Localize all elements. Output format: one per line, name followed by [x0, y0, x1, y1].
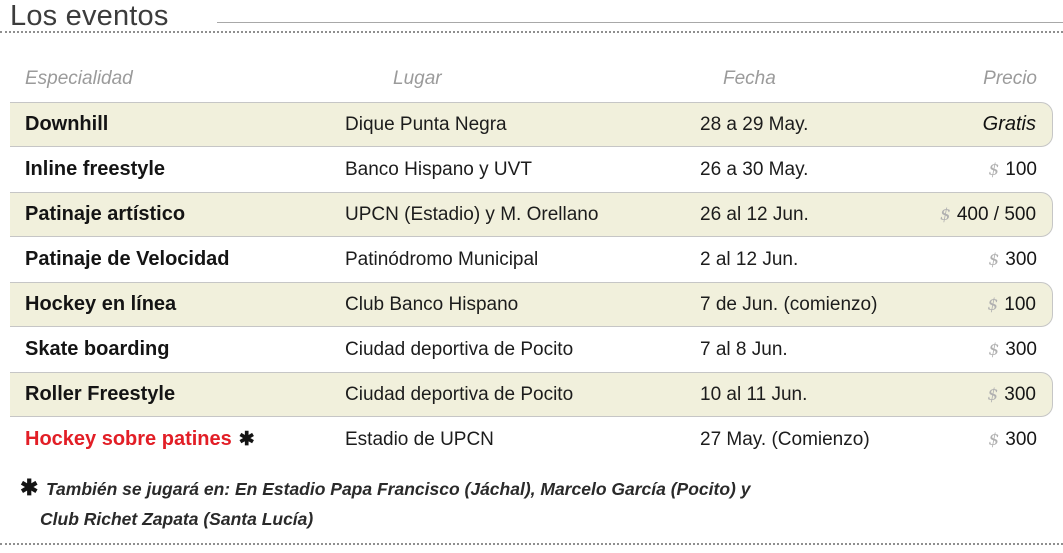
event-name: Skate boarding	[25, 338, 170, 360]
price-amount: 400 / 500	[956, 203, 1037, 225]
table-header-row	[10, 62, 1053, 96]
cell-precio	[940, 204, 1052, 226]
top-dotted-divider	[0, 31, 1063, 33]
cell-fecha: 7 de Jun. (comienzo)	[700, 293, 878, 315]
cell-fecha: 7 al 8 Jun.	[700, 338, 788, 360]
currency-symbol: $	[988, 249, 1000, 270]
cell-especialidad	[10, 383, 345, 406]
table-row	[10, 372, 1053, 417]
column-header-precio: Precio	[983, 68, 1037, 89]
bottom-dotted-divider	[0, 543, 1063, 545]
price-amount: 300	[1005, 428, 1037, 450]
currency-symbol: $	[988, 429, 1000, 450]
table-row	[10, 147, 1053, 192]
price-amount: 300	[1005, 338, 1037, 360]
currency-symbol: $	[988, 339, 1000, 360]
currency-symbol: $	[987, 294, 999, 315]
cell-precio	[940, 339, 1053, 361]
event-name: Patinaje artístico	[25, 203, 186, 225]
cell-lugar: Ciudad deportiva de Pocito	[345, 338, 574, 360]
cell-precio	[940, 249, 1053, 271]
event-name: Patinaje de Velocidad	[25, 248, 230, 270]
table-row	[10, 327, 1053, 372]
events-table	[10, 102, 1053, 462]
cell-especialidad	[10, 158, 345, 181]
cell-fecha: 26 al 12 Jun.	[700, 203, 809, 225]
event-name: Downhill	[25, 113, 109, 135]
footnote-text-line-2: Club Richet Zapata (Santa Lucía)	[40, 509, 314, 529]
cell-especialidad	[10, 248, 345, 271]
column-header-lugar: Lugar	[393, 68, 442, 89]
asterisk-marker-icon: ✱	[238, 429, 255, 450]
cell-especialidad	[10, 338, 345, 361]
cell-especialidad	[10, 428, 345, 451]
cell-lugar: Ciudad deportiva de Pocito	[345, 383, 574, 405]
price-amount: Gratis	[982, 113, 1036, 135]
cell-precio	[940, 384, 1052, 406]
table-row	[10, 282, 1053, 327]
cell-lugar: Club Banco Hispano	[345, 293, 519, 315]
cell-lugar: Dique Punta Negra	[345, 113, 507, 135]
price-amount: 300	[1005, 248, 1037, 270]
cell-fecha: 2 al 12 Jun.	[700, 248, 799, 270]
cell-lugar: Estadio de UPCN	[345, 428, 494, 450]
footnote-asterisk-icon: ✱	[20, 475, 39, 500]
cell-fecha: 10 al 11 Jun.	[700, 383, 808, 405]
cell-lugar: Patinódromo Municipal	[345, 248, 539, 270]
cell-especialidad	[10, 203, 345, 226]
event-name: Hockey en línea	[25, 293, 177, 315]
currency-symbol: $	[987, 384, 999, 405]
cell-fecha: 28 a 29 May.	[700, 113, 809, 135]
event-name: Inline freestyle	[25, 158, 166, 180]
column-header-fecha: Fecha	[723, 68, 776, 89]
cell-precio	[940, 159, 1053, 181]
table-row	[10, 192, 1053, 237]
event-name: Roller Freestyle	[25, 383, 176, 405]
cell-especialidad	[10, 113, 345, 136]
cell-lugar: UPCN (Estadio) y M. Orellano	[345, 203, 599, 225]
cell-precio	[940, 294, 1052, 316]
cell-fecha: 26 a 30 May.	[700, 158, 809, 180]
currency-symbol: $	[988, 159, 1000, 180]
price-amount: 100	[1005, 158, 1037, 180]
cell-especialidad	[10, 293, 345, 316]
column-header-especialidad: Especialidad	[25, 68, 133, 89]
cell-fecha: 27 May. (Comienzo)	[700, 428, 870, 450]
table-row	[10, 417, 1053, 462]
cell-precio	[940, 113, 1052, 136]
footnote-text-line-1: También se jugará en: En Estadio Papa Francisco (Jáchal), Marcelo García (Pocito) y	[46, 479, 751, 499]
table-row	[10, 237, 1053, 282]
price-amount: 300	[1004, 383, 1036, 405]
table-row	[10, 102, 1053, 147]
event-name: Hockey sobre patines	[25, 428, 232, 450]
cell-lugar: Banco Hispano y UVT	[345, 158, 532, 180]
title-rule	[217, 22, 1063, 23]
cell-precio	[940, 429, 1053, 451]
page-title: Los eventos	[10, 0, 169, 32]
price-amount: 100	[1004, 293, 1036, 315]
currency-symbol: $	[940, 204, 951, 225]
